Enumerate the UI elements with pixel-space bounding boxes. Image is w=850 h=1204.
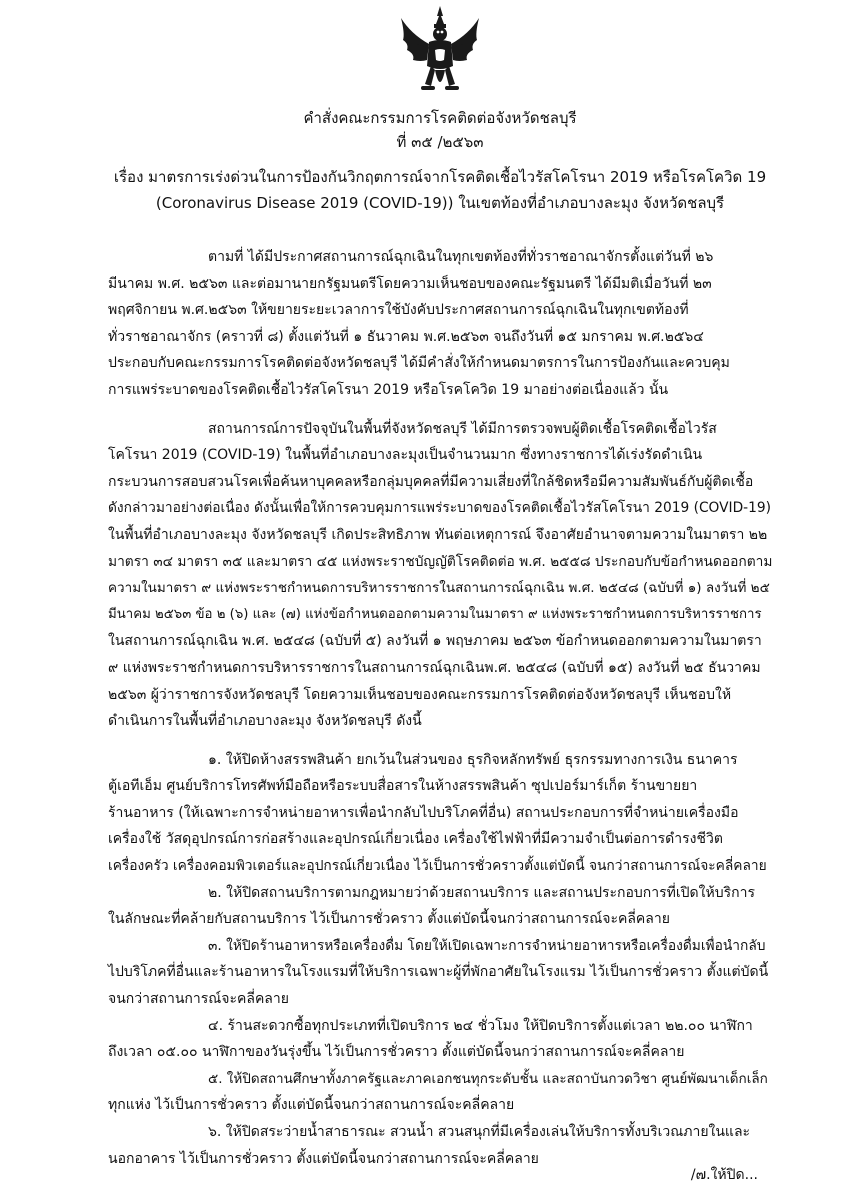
paragraph-line: ๒๕๖๓ ผู้ว่าราชการจังหวัดชลบุรี โดยความเห็นชอบของคณะกรรมการโรคติดต่อจังหวัดชลบุรี เห็นชอบให้ — [108, 686, 732, 703]
paragraph-line: เครื่องครัว เครื่องคอมพิวเตอร์และอุปกรณ์เกี่ยวเนื่อง ไว้เป็นการชั่วคราวตั้งแต่บัดนี้ จนกว่าสถานการณ์จะคลี่คลาย — [108, 858, 767, 875]
paragraph-line: ถึงเวลา ๐๕.๐๐ นาฬิกาของวันรุ่งขึ้น ไว้เป็นการชั่วคราว ตั้งแต่บัดนี้จนกว่าสถานการณ์จะคลี่คลาย — [108, 1044, 685, 1061]
subject-line: เรื่อง มาตรการเร่งด่วนในการป้องกันวิกฤตการณ์จากโรคติดเชื้อไวรัสโคโรนา 2019 หรือโรคโควิด 19 — [113, 168, 767, 186]
paragraph — [108, 1119, 772, 1172]
order-number: ที่ ๓๕ /๒๕๖๓ — [396, 133, 484, 151]
paragraph-line: ๕. ให้ปิดสถานศึกษาทั้งภาครัฐและภาคเอกชนทุกระดับชั้น และสถาบันกวดวิชา ศูนย์พัฒนาเด็กเล็ก — [208, 1070, 768, 1087]
paragraph-line: ทั่วราชอาณาจักร (คราวที่ ๘) ตั้งแต่วันที่ ๑ ธันวาคม พ.ศ.๒๕๖๓ จนถึงวันที่ ๑๕ มกราคม พ.ศ.๒๕๖๔ — [108, 328, 704, 345]
order-subject — [108, 164, 772, 216]
paragraph-line: ๙ แห่งพระราชกำหนดการบริหารราชการในสถานการณ์ฉุกเฉินพ.ศ. ๒๕๔๘ (ฉบับที่ ๑๕) ลงวันที่ ๒๕ ธันวาคม — [108, 659, 761, 676]
paragraph — [108, 416, 772, 735]
continuation-marker: /๗.ให้ปิด... — [690, 1167, 758, 1183]
paragraph-line: พฤศจิกายน พ.ศ.๒๕๖๓ ให้ขยายระยะเวลาการใช้บังคับประกาศสถานการณ์ฉุกเฉินในทุกเขตท้องที่ — [108, 302, 689, 319]
paragraph-line: ในลักษณะที่คล้ายกับสถานบริการ ไว้เป็นการชั่วคราว ตั้งแต่บัดนี้จนกว่าสถานการณ์จะคลี่คลาย — [108, 911, 670, 928]
paragraph-line: มาตรา ๓๔ มาตรา ๓๕ และมาตรา ๔๕ แห่งพระราชบัญญัติโรคติดต่อ พ.ศ. ๒๕๕๘ ประกอบกับข้อกำหนดออกตาม — [108, 553, 773, 570]
paragraph — [108, 933, 772, 1013]
paragraph-line: ในพื้นที่อำเภอบางละมุง จังหวัดชลบุรี เกิดประสิทธิภาพ ทันต่อเหตุการณ์ จึงอาศัยอำนาจตามความในมาตรา ๒๒ — [108, 526, 768, 543]
paragraph-line: มีนาคม พ.ศ. ๒๕๖๓ และต่อมานายกรัฐมนตรีโดยความเห็นชอบของคณะรัฐมนตรี ได้มีมติเมื่อวันที่ ๒๓ — [108, 275, 712, 292]
subject-line: (Coronavirus Disease 2019 (COVID-19)) ในเขตท้องที่อำเภอบางละมุง จังหวัดชลบุรี — [155, 194, 725, 212]
paragraph — [108, 1066, 772, 1119]
paragraph-line: ประกอบกับคณะกรรมการโรคติดต่อจังหวัดชลบุรี ได้มีคำสั่งให้กำหนดมาตรการในการป้องกันและควบคุม — [108, 355, 730, 372]
paragraph-line: ร้านอาหาร (ให้เฉพาะการจำหน่ายอาหารเพื่อนำกลับไปบริโภคที่อื่น) สถานประกอบการที่จำหน่ายเครื่องมือ — [108, 804, 739, 821]
paragraph-line: ตู้เอทีเอ็ม ศูนย์บริการโทรศัพท์มือถือหรือระบบสื่อสารในห้างสรรพสินค้า ซุปเปอร์มาร์เก็ต ร้านขายยา — [108, 778, 698, 795]
paragraph-line: ทุกแห่ง ไว้เป็นการชั่วคราว ตั้งแต่บัดนี้จนกว่าสถานการณ์จะคลี่คลาย — [108, 1097, 515, 1114]
paragraph-line: ไปบริโภคที่อื่นและร้านอาหารในโรงแรมที่ให้บริการเฉพาะผู้ที่พักอาศัยในโรงแรม ไว้เป็นการชั่วคราว ตั้งแต่บัดนี้ — [108, 964, 769, 981]
paragraph-line: มีนาคม ๒๕๖๓ ข้อ ๒ (๖) และ (๗) แห่งข้อกำหนดออกตามความในมาตรา ๙ แห่งพระราชกำหนดการบริหารราชการ — [108, 606, 762, 622]
paragraph-line: การแพร่ระบาดของโรคติดเชื้อไวรัสโคโรนา 2019 หรือโรคโควิด 19 มาอย่างต่อเนื่องแล้ว นั้น — [108, 381, 669, 398]
paragraph-line: ๑. ให้ปิดห้างสรรพสินค้า ยกเว้นในส่วนของ ธุรกิจหลักทรัพย์ ธุรกรรมทางการเงิน ธนาคาร — [208, 751, 738, 768]
paragraph — [108, 880, 772, 933]
order-title: คำสั่งคณะกรรมการโรคติดต่อจังหวัดชลบุรี — [303, 109, 577, 127]
paragraph-line: ๖. ให้ปิดสระว่ายน้ำสาธารณะ สวนน้ำ สวนสนุกที่มีเครื่องเล่นให้บริการทั้งบริเวณภายในและ — [208, 1124, 751, 1140]
order-body — [108, 244, 772, 1172]
paragraph-line: ๒. ให้ปิดสถานบริการตามกฎหมายว่าด้วยสถานบริการ และสถานประกอบการที่เปิดให้บริการ — [208, 884, 755, 901]
paragraph — [108, 244, 772, 404]
paragraph-line: สถานการณ์การปัจจุบันในพื้นที่จังหวัดชลบุรี ได้มีการตรวจพบผู้ติดเชื้อโรคติดเชื้อไวรัส — [208, 420, 717, 437]
paragraph-line: เครื่องใช้ วัสดุอุปกรณ์การก่อสร้างและอุปกรณ์เกี่ยวเนื่อง เครื่องใช้ไฟฟ้าที่มีความจำเป็นต่อการดำรงชีวิต — [108, 831, 723, 848]
paragraph-line: ความในมาตรา ๙ แห่งพระราชกำหนดการบริหารราชการในสถานการณ์ฉุกเฉิน พ.ศ. ๒๕๔๘ (ฉบับที่ ๑) ลงวันที่ ๒๕ — [108, 580, 770, 597]
paragraph-line: นอกอาคาร ไว้เป็นการชั่วคราว ตั้งแต่บัดนี้จนกว่าสถานการณ์จะคลี่คลาย — [108, 1150, 539, 1167]
paragraph-line: จนกว่าสถานการณ์จะคลี่คลาย — [108, 991, 289, 1008]
paragraph-line: ๔. ร้านสะดวกซื้อทุกประเภทที่เปิดบริการ ๒๔ ชั่วโมง ให้ปิดบริการตั้งแต่เวลา ๒๒.๐๐ นาฬิกา — [208, 1017, 753, 1034]
paragraph — [108, 1013, 772, 1066]
paragraph-line: กระบวนการสอบสวนโรคเพื่อค้นหาบุคคลหรือกลุ่มบุคคลที่มีความเสี่ยงที่ใกล้ชิดหรือมีความสัมพันธ์กับผู้ติดเชื้อ — [108, 473, 754, 490]
paragraph — [108, 747, 772, 880]
paragraph-line: ตามที่ ได้มีประกาศสถานการณ์ฉุกเฉินในทุกเขตท้องที่ทั่วราชอาณาจักรตั้งแต่วันที่ ๒๖ — [208, 249, 714, 265]
paragraph-line: โคโรนา 2019 (COVID-19) ในพื้นที่อำเภอบางละมุงเป็นจำนวนมาก ซึ่งทางราชการได้เร่งรัดดำเนิน — [108, 447, 703, 464]
order-header — [108, 106, 772, 154]
document-page — [0, 4, 850, 1204]
paragraph-line: ดังกล่าวมาอย่างต่อเนื่อง ดังนั้นเพื่อให้การควบคุมการแพร่ระบาดของโรคติดเชื้อไวรัสโคโรนา 2019 (COVID-19) — [108, 500, 772, 517]
paragraph-line: ในสถานการณ์ฉุกเฉิน พ.ศ. ๒๕๔๘ (ฉบับที่ ๕) ลงวันที่ ๑ พฤษภาคม ๒๕๖๓ ข้อกำหนดออกตามความในมาตรา — [108, 633, 762, 650]
garuda-emblem-icon — [397, 4, 483, 96]
paragraph-line: ๓. ให้ปิดร้านอาหารหรือเครื่องดื่ม โดยให้เปิดเฉพาะการจำหน่ายอาหารหรือเครื่องดื่มเพื่อนำกลับ — [208, 937, 766, 954]
paragraph-line: ดำเนินการในพื้นที่อำเภอบางละมุง จังหวัดชลบุรี ดังนี้ — [108, 713, 422, 730]
